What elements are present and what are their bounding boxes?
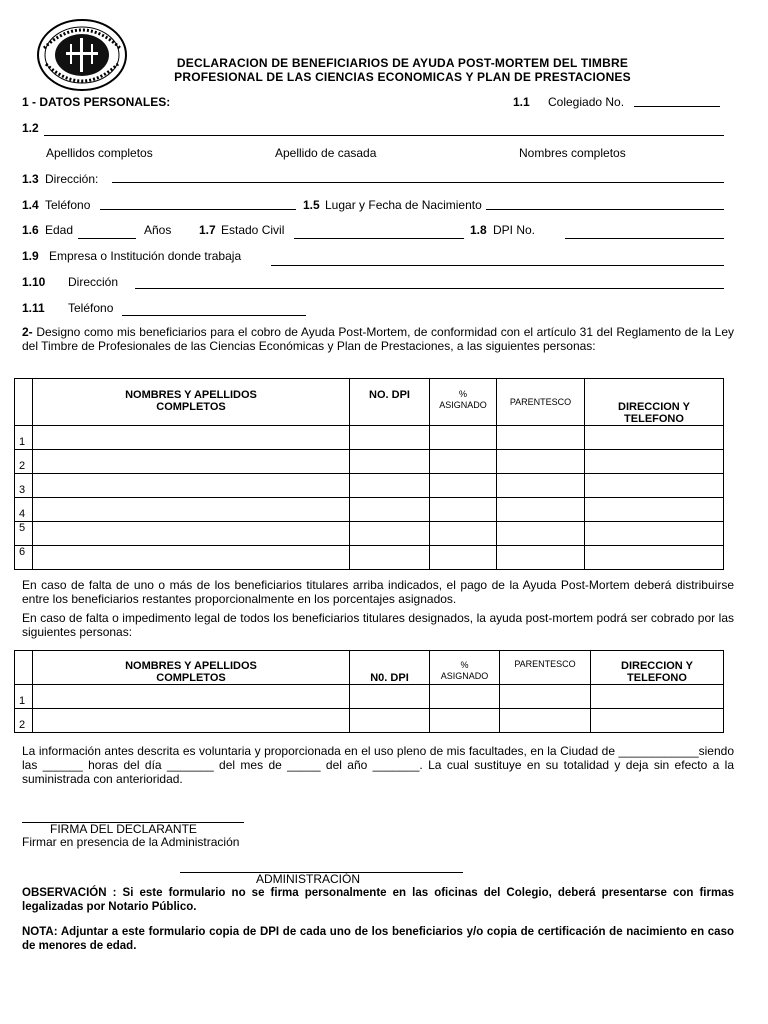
cell-direccion[interactable] — [585, 450, 724, 474]
cell-names[interactable] — [33, 546, 350, 570]
title-line-1: DECLARACION DE BENEFICIARIOS DE AYUDA POST-MORTEM DEL TIMBRE — [176, 56, 629, 70]
telefono-field[interactable] — [100, 209, 296, 210]
direccion-trabajo-label: Dirección — [68, 275, 119, 289]
cell-dpi[interactable] — [350, 450, 430, 474]
row-number: 4 — [15, 498, 33, 522]
observacion-paragraph: OBSERVACIÓN : Si este formulario no se firma personalmente en las oficinas del Colegio, deberá presentarse con firmas legalizadas por Notario Público. — [22, 887, 734, 913]
cell-names[interactable] — [33, 498, 350, 522]
cell-parentesco[interactable] — [497, 450, 585, 474]
row-number: 2 — [15, 450, 33, 474]
cell-parentesco[interactable] — [500, 685, 591, 709]
signature-label: FIRMA DEL DECLARANTE — [50, 822, 197, 836]
row-number: 6 — [15, 546, 33, 570]
row-number: 1 — [15, 685, 33, 709]
cell-parentesco[interactable] — [497, 474, 585, 498]
cell-parentesco[interactable] — [497, 546, 585, 570]
table-header-row — [15, 379, 724, 426]
row-number: 3 — [15, 474, 33, 498]
direccion-field[interactable] — [112, 182, 724, 183]
header-percent-symbol: % — [460, 660, 469, 670]
header-direccion-line1: DIRECCION Y — [621, 660, 693, 672]
cell-dpi[interactable] — [350, 546, 430, 570]
telefono-trabajo-label: Teléfono — [68, 301, 114, 315]
cell-names[interactable] — [33, 450, 350, 474]
field-number-1-2: 1.2 — [22, 121, 39, 135]
title-line-2: PROFESIONAL DE LAS CIENCIAS ECONOMICAS Y PLAN DE PRESTACIONES — [174, 70, 631, 84]
header-cell-number — [15, 651, 33, 685]
header-parentesco: PARENTESCO — [497, 379, 585, 426]
field-number-1-11: 1.11 — [22, 301, 45, 315]
cell-direccion[interactable] — [591, 709, 724, 733]
beneficiaries-table — [14, 378, 724, 570]
header-names-line1: NOMBRES Y APELLIDOS — [125, 389, 257, 401]
table-row — [15, 498, 724, 522]
falta-uno-paragraph: En caso de falta de uno o más de los beneficiarios titulares arriba indicados, el pago de la Ayuda Post-Mortem deberá distribuirse entre los beneficiarios restantes proporcionalmente en los porcentajes asignados. — [22, 578, 734, 606]
cell-parentesco[interactable] — [500, 709, 591, 733]
dpi-field[interactable] — [565, 238, 724, 239]
cell-percent[interactable] — [430, 685, 500, 709]
direccion-label: Dirección: — [45, 172, 99, 186]
admin-label: ADMINISTRACIÓN — [256, 872, 361, 886]
field-number-1-7: 1.7 — [199, 223, 216, 237]
header-names-line1: NOMBRES Y APELLIDOS — [125, 660, 257, 672]
cell-dpi[interactable] — [350, 474, 430, 498]
section-1-title: 1 - DATOS PERSONALES: — [22, 95, 171, 109]
empresa-field[interactable] — [271, 265, 724, 266]
cell-percent[interactable] — [430, 709, 500, 733]
cell-percent[interactable] — [430, 450, 497, 474]
table-header-row — [15, 651, 724, 685]
telefono-label: Teléfono — [45, 198, 91, 212]
section-2-text: Designo como mis beneficiarios para el cobro de Ayuda Post-Mortem, de conformidad con el artículo 31 del Reglamento de la Ley del Timbre de Profesionales de las Ciencias Económicas y Plan de Prestaciones, a las siguientes personas: — [22, 325, 734, 353]
section-2-number: 2- — [22, 325, 33, 339]
cell-parentesco[interactable] — [497, 426, 585, 450]
header-dpi: NO. DPI — [350, 379, 430, 426]
dpi-label: DPI No. — [493, 223, 536, 237]
full-name-field[interactable] — [44, 135, 724, 136]
table-row — [15, 474, 724, 498]
field-number-1-6: 1.6 — [22, 223, 39, 237]
table-row — [15, 546, 724, 570]
header-parentesco: PARENTESCO — [500, 651, 591, 685]
lugar-fecha-label: Lugar y Fecha de Nacimiento — [325, 198, 482, 212]
cell-percent[interactable] — [430, 546, 497, 570]
cell-names[interactable] — [33, 522, 350, 546]
cell-direccion[interactable] — [591, 685, 724, 709]
cell-direccion[interactable] — [585, 474, 724, 498]
section-2-paragraph — [22, 325, 734, 353]
header-direccion-line1: DIRECCION Y — [618, 401, 690, 413]
table-row — [15, 522, 724, 546]
header-direccion — [591, 651, 724, 685]
casada-label: Apellido de casada — [275, 146, 377, 160]
header-dpi: N0. DPI — [350, 651, 430, 685]
estado-civil-field[interactable] — [294, 238, 464, 239]
header-percent — [430, 379, 497, 426]
edad-label: Edad — [45, 223, 74, 237]
header-direccion-line2: TELEFONO — [624, 413, 684, 425]
cell-direccion[interactable] — [585, 498, 724, 522]
cell-parentesco[interactable] — [497, 522, 585, 546]
falta-todos-paragraph: En caso de falta o impedimento legal de todos los beneficiarios titulares designados, la ayuda post-mortem podrá ser cobrado por las siguientes personas: — [22, 611, 734, 639]
field-number-1-10: 1.10 — [22, 275, 46, 289]
edad-field[interactable] — [78, 238, 136, 239]
lugar-fecha-field[interactable] — [486, 209, 724, 210]
cell-dpi[interactable] — [350, 498, 430, 522]
header-names — [33, 651, 350, 685]
header-percent — [430, 651, 500, 685]
cell-dpi[interactable] — [350, 426, 430, 450]
apellidos-label: Apellidos completos — [46, 146, 153, 160]
cell-dpi[interactable] — [350, 522, 430, 546]
row-number: 1 — [15, 426, 33, 450]
direccion-trabajo-field[interactable] — [135, 288, 724, 289]
header-direccion-line2: TELEFONO — [627, 672, 687, 684]
colegiado-field[interactable] — [634, 106, 720, 107]
college-seal-logo — [36, 18, 128, 92]
cell-percent[interactable] — [430, 474, 497, 498]
nota-paragraph: NOTA: Adjuntar a este formulario copia de DPI de cada uno de los beneficiarios y/o copia de certificación de nacimiento en caso de menores de edad. — [22, 926, 734, 952]
cell-direccion[interactable] — [585, 546, 724, 570]
header-names-line2: COMPLETOS — [156, 401, 226, 413]
field-number-1-3: 1.3 — [22, 172, 39, 186]
cell-parentesco[interactable] — [497, 498, 585, 522]
anos-label: Años — [144, 223, 172, 237]
estado-civil-label: Estado Civil — [221, 223, 285, 237]
empresa-label: Empresa o Institución donde trabaja — [49, 249, 242, 263]
cell-direccion[interactable] — [585, 426, 724, 450]
cell-percent[interactable] — [430, 498, 497, 522]
cell-dpi[interactable] — [350, 685, 430, 709]
info-paragraph: La información antes descrita es voluntaria y proporcionada en el uso pleno de mis facultades, en la Ciudad de ____________siendo las ______ horas del día _______ del mes de _____ del año _______. La cual sustituye en su totalidad y deja sin efecto a la suministrada con anterioridad. — [22, 744, 734, 786]
cell-percent[interactable] — [430, 426, 497, 450]
telefono-trabajo-field[interactable] — [122, 315, 306, 316]
table-row — [15, 709, 724, 733]
header-percent-symbol: % — [458, 389, 467, 399]
form-title — [130, 56, 675, 84]
field-number-1-4: 1.4 — [22, 198, 39, 212]
cell-names[interactable] — [33, 685, 350, 709]
table-row — [15, 685, 724, 709]
field-number-1-1: 1.1 — [513, 95, 530, 109]
nombres-label: Nombres completos — [519, 146, 626, 160]
colegiado-label: Colegiado No. — [548, 95, 625, 109]
header-percent-label: ASIGNADO — [440, 671, 489, 681]
header-names-line2: COMPLETOS — [156, 672, 226, 684]
signature-note: Firmar en presencia de la Administración — [22, 835, 240, 849]
table-row — [15, 450, 724, 474]
header-cell-number — [15, 379, 33, 426]
table-row — [15, 426, 724, 450]
field-number-1-8: 1.8 — [470, 223, 487, 237]
cell-names[interactable] — [33, 474, 350, 498]
cell-dpi[interactable] — [350, 709, 430, 733]
cell-percent[interactable] — [430, 522, 497, 546]
row-number: 2 — [15, 709, 33, 733]
cell-names[interactable] — [33, 709, 350, 733]
cell-names[interactable] — [33, 426, 350, 450]
header-direccion — [585, 379, 724, 426]
cell-direccion[interactable] — [585, 522, 724, 546]
substitute-beneficiaries-table — [14, 650, 724, 733]
row-number: 5 — [15, 522, 33, 546]
field-number-1-9: 1.9 — [22, 249, 39, 263]
field-number-1-5: 1.5 — [303, 198, 320, 212]
header-percent-label: ASIGNADO — [439, 400, 487, 410]
header-names — [33, 379, 350, 426]
